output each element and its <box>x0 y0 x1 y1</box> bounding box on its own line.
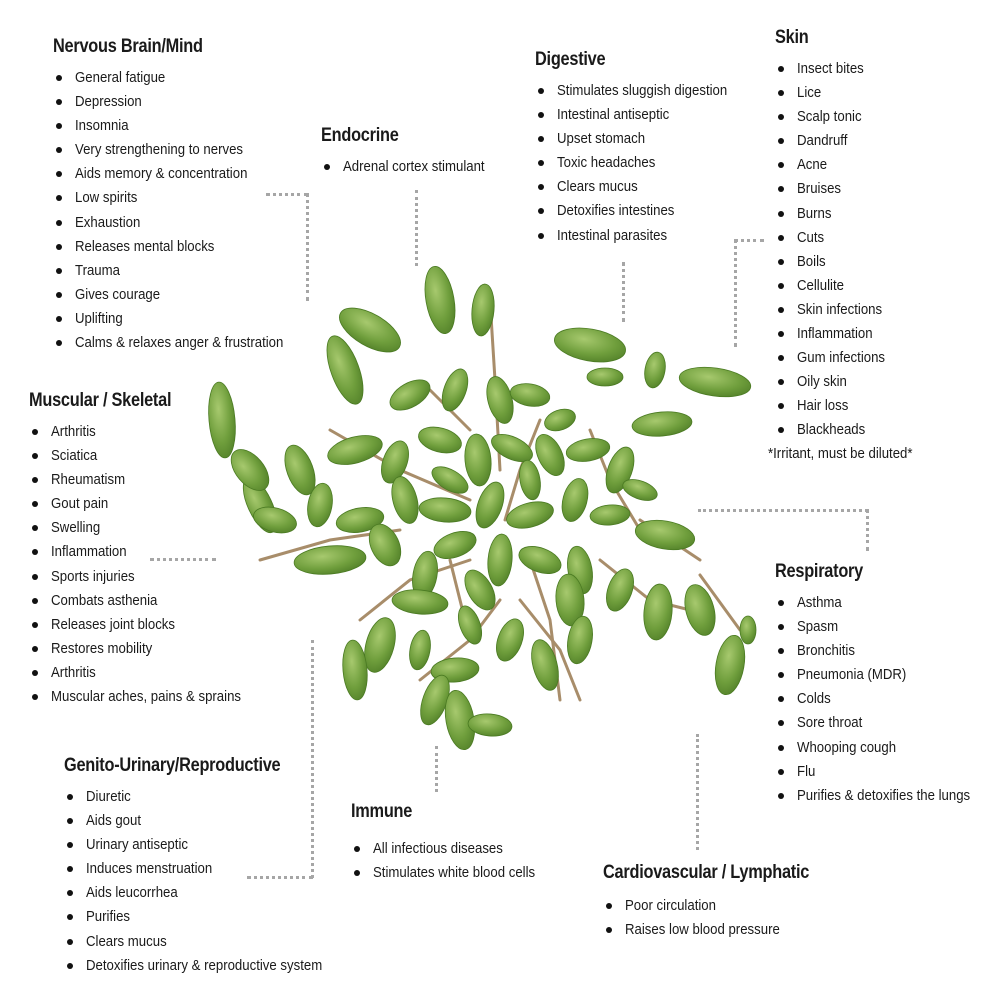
list-item <box>775 105 897 129</box>
list-item <box>53 307 312 331</box>
list-item-text: Cuts <box>797 228 825 246</box>
list-item-text: Aids gout <box>86 812 142 830</box>
connector-respiratory <box>698 509 868 512</box>
list-item-text: Sports injuries <box>51 567 135 585</box>
list-item <box>29 492 267 516</box>
section-list <box>64 785 354 978</box>
section-title: Immune <box>351 801 413 822</box>
list-item <box>53 331 312 355</box>
list-item <box>53 90 312 114</box>
section-title: Respiratory <box>775 561 863 582</box>
list-item-text: Burns <box>797 204 832 222</box>
connector-digestive <box>622 262 625 322</box>
section-title: Genito-Urinary/Reproductive <box>64 755 281 776</box>
list-item-text: Exhaustion <box>75 213 141 231</box>
list-item-text: Purifies <box>86 908 131 926</box>
thyme-leaf <box>631 409 693 438</box>
list-item-text: Dandruff <box>797 132 848 150</box>
list-item <box>64 785 354 809</box>
list-item <box>29 613 267 637</box>
thyme-leaf <box>642 351 668 390</box>
list-item <box>775 202 897 226</box>
thyme-leaf <box>587 368 623 386</box>
section-title: Nervous Brain/Mind <box>53 36 203 57</box>
list-item-text: Swelling <box>51 519 101 537</box>
section-title: Endocrine <box>321 125 399 146</box>
list-item <box>775 760 994 784</box>
thyme-leaf <box>680 581 721 638</box>
thyme-leaf <box>385 374 435 417</box>
list-item-text: Bronchitis <box>797 642 855 660</box>
list-item-text: General fatigue <box>75 69 166 86</box>
list-item <box>603 918 843 942</box>
list-item-text: Releases mental blocks <box>75 237 215 255</box>
list-item-text: Muscular aches, pains & sprains <box>51 688 242 706</box>
thyme-leaf <box>711 633 749 697</box>
list-item <box>64 954 354 978</box>
list-item <box>535 224 750 248</box>
thyme-leaf <box>430 526 480 564</box>
connector-immune <box>435 746 438 792</box>
list-item <box>775 298 897 322</box>
list-item-text: Gum infections <box>797 349 886 367</box>
list-item <box>64 809 354 833</box>
list-item-text: Flu <box>797 762 816 780</box>
list-item-text: Stimulates white blood cells <box>373 864 536 882</box>
section-respiratory <box>775 561 994 808</box>
list-item-text: Cellulite <box>797 276 844 294</box>
thyme-leaf <box>437 366 473 415</box>
section-list <box>775 57 897 443</box>
list-item <box>29 516 267 540</box>
list-item <box>351 837 557 861</box>
section-genito <box>64 755 354 978</box>
list-item <box>53 259 312 283</box>
list-item <box>64 930 354 954</box>
list-item-text: Bruises <box>797 180 842 198</box>
list-item-text: Spasm <box>797 618 839 636</box>
list-item-text: Intestinal antiseptic <box>557 106 670 124</box>
list-item-text: Gives courage <box>75 285 161 303</box>
list-item-text: Inflammation <box>797 325 873 343</box>
section-list <box>351 837 557 885</box>
list-item-text: Clears mucus <box>86 932 167 950</box>
connector-skin-v <box>734 239 737 347</box>
list-item <box>775 81 897 105</box>
section-title: Cardiovascular / Lymphatic <box>603 862 810 883</box>
list-item <box>29 661 267 685</box>
list-item <box>775 615 994 639</box>
list-item-text: Arthritis <box>51 423 96 440</box>
list-item <box>53 235 312 259</box>
list-item-text: Adrenal cortex stimulant <box>343 158 485 175</box>
list-item <box>53 162 312 186</box>
section-endocrine <box>321 125 504 179</box>
list-item-text: Asthma <box>797 594 842 611</box>
list-item <box>775 736 994 760</box>
section-cardio <box>603 862 843 942</box>
list-item <box>535 127 750 151</box>
list-item <box>775 591 994 615</box>
thyme-leaf <box>416 423 465 458</box>
list-item-text: Stimulates sluggish digestion <box>557 82 728 99</box>
list-item <box>53 186 312 210</box>
list-item-text: Urinary antiseptic <box>86 836 188 854</box>
section-title: Skin <box>775 27 809 48</box>
list-item <box>64 905 354 929</box>
connector-respiratory-v <box>866 509 869 551</box>
list-item <box>775 663 994 687</box>
thyme-leaf <box>391 588 449 617</box>
list-item <box>29 637 267 661</box>
list-item-text: Insomnia <box>75 117 129 135</box>
thyme-leaf <box>420 264 459 336</box>
skin-note: *Irritant, must be diluted* <box>768 445 913 462</box>
connector-endocrine <box>415 190 418 266</box>
section-title: Digestive <box>535 49 606 70</box>
list-item <box>53 114 312 138</box>
section-list <box>775 591 994 808</box>
list-item <box>775 129 897 153</box>
thyme-leaf <box>642 583 675 641</box>
list-item-text: Trauma <box>75 261 120 279</box>
list-item-text: Skin infections <box>797 300 883 318</box>
list-item-text: Aids leucorrhea <box>86 884 178 902</box>
list-item <box>535 103 750 127</box>
list-item <box>775 153 897 177</box>
list-item-text: Sciatica <box>51 447 98 465</box>
list-item-text: Colds <box>797 690 831 708</box>
list-item-text: Very strengthening to nerves <box>75 141 244 159</box>
section-list <box>535 79 750 248</box>
list-item <box>775 784 994 808</box>
list-item-text: Detoxifies intestines <box>557 202 675 220</box>
thyme-leaf <box>471 478 510 531</box>
list-item <box>53 211 312 235</box>
thyme-leaf <box>552 323 628 367</box>
section-list <box>321 155 504 179</box>
list-item-text: Upset stomach <box>557 130 646 148</box>
list-item <box>29 468 267 492</box>
list-item <box>29 540 267 564</box>
list-item-text: Induces menstruation <box>86 860 213 878</box>
list-item <box>535 175 750 199</box>
list-item <box>775 711 994 735</box>
list-item-text: Blackheads <box>797 421 866 439</box>
list-item <box>775 250 897 274</box>
section-list <box>53 66 312 355</box>
list-item-text: Combats asthenia <box>51 591 158 609</box>
list-item-text: All infectious diseases <box>373 840 503 857</box>
list-item-text: Aids memory & concentration <box>75 165 248 183</box>
list-item <box>535 151 750 175</box>
thyme-leaf <box>482 374 518 427</box>
thyme-leaf <box>558 476 593 525</box>
list-item-text: Acne <box>797 156 828 174</box>
thyme-leaf <box>589 503 631 526</box>
list-item <box>775 370 897 394</box>
section-nervous <box>53 36 312 355</box>
list-item <box>775 177 897 201</box>
list-item-text: Inflammation <box>51 543 127 561</box>
list-item-text: Scalp tonic <box>797 108 862 126</box>
list-item <box>64 833 354 857</box>
thyme-leaf <box>677 363 752 401</box>
thyme-leaf <box>508 381 551 410</box>
list-item-text: Calms & relaxes anger & frustration <box>75 334 284 352</box>
list-item-text: Toxic headaches <box>557 154 656 172</box>
list-item <box>775 57 897 81</box>
thyme-leaf <box>463 433 493 487</box>
list-item <box>775 687 994 711</box>
list-item-text: Oily skin <box>797 373 847 391</box>
list-item <box>29 420 267 444</box>
section-muscular <box>29 390 267 709</box>
thyme-leaf <box>407 629 434 672</box>
list-item-text: Diuretic <box>86 788 131 805</box>
list-item-text: Arthritis <box>51 663 96 681</box>
list-item-text: Rheumatism <box>51 471 126 489</box>
list-item-text: Releases joint blocks <box>51 615 175 633</box>
section-digestive <box>535 49 750 248</box>
list-item <box>321 155 504 179</box>
list-item <box>535 79 750 103</box>
list-item <box>29 685 267 709</box>
list-item-text: Poor circulation <box>625 897 716 914</box>
list-item-text: Low spirits <box>75 189 138 207</box>
thyme-leaf <box>325 430 386 470</box>
list-item <box>775 639 994 663</box>
list-item <box>53 138 312 162</box>
section-list <box>603 894 843 942</box>
list-item-text: Detoxifies urinary & reproductive system <box>86 956 323 974</box>
list-item <box>53 66 312 90</box>
list-item-text: Purifies & detoxifies the lungs <box>797 786 971 804</box>
list-item <box>775 418 897 442</box>
thyme-leaf <box>564 435 611 464</box>
list-item-text: Boils <box>797 252 826 270</box>
list-item <box>535 199 750 223</box>
list-item <box>29 589 267 613</box>
section-skin <box>775 27 897 443</box>
thyme-leaf <box>418 496 472 524</box>
thyme-leaf <box>491 615 529 665</box>
thyme-leaf <box>515 541 565 579</box>
list-item <box>64 881 354 905</box>
section-title: Muscular / Skeletal <box>29 390 172 411</box>
thyme-leaf <box>601 565 639 615</box>
list-item <box>775 322 897 346</box>
list-item-text: Lice <box>797 84 822 102</box>
list-item <box>29 565 267 589</box>
list-item-text: Gout pain <box>51 495 109 513</box>
list-item-text: Uplifting <box>75 309 123 327</box>
list-item-text: Sore throat <box>797 714 863 732</box>
list-item <box>775 346 897 370</box>
list-item <box>53 283 312 307</box>
list-item <box>775 394 897 418</box>
list-item-text: Depression <box>75 93 142 111</box>
list-item <box>775 274 897 298</box>
list-item-text: Raises low blood pressure <box>625 921 780 939</box>
list-item-text: Intestinal parasites <box>557 226 668 244</box>
thyme-leaf <box>486 533 514 587</box>
list-item-text: Restores mobility <box>51 639 153 657</box>
thyme-leaf <box>740 616 756 644</box>
list-item <box>29 444 267 468</box>
list-item <box>775 226 897 250</box>
list-item-text: Clears mucus <box>557 178 638 196</box>
list-item-text: Insect bites <box>797 60 864 77</box>
list-item <box>351 861 557 885</box>
section-immune <box>351 801 557 885</box>
list-item <box>603 894 843 918</box>
connector-cardio <box>696 734 699 850</box>
list-item-text: Whooping cough <box>797 738 897 756</box>
list-item-text: Hair loss <box>797 397 849 415</box>
thyme-leaf <box>542 405 579 435</box>
list-item-text: Pneumonia (MDR) <box>797 666 907 684</box>
section-list <box>29 420 267 709</box>
list-item <box>64 857 354 881</box>
